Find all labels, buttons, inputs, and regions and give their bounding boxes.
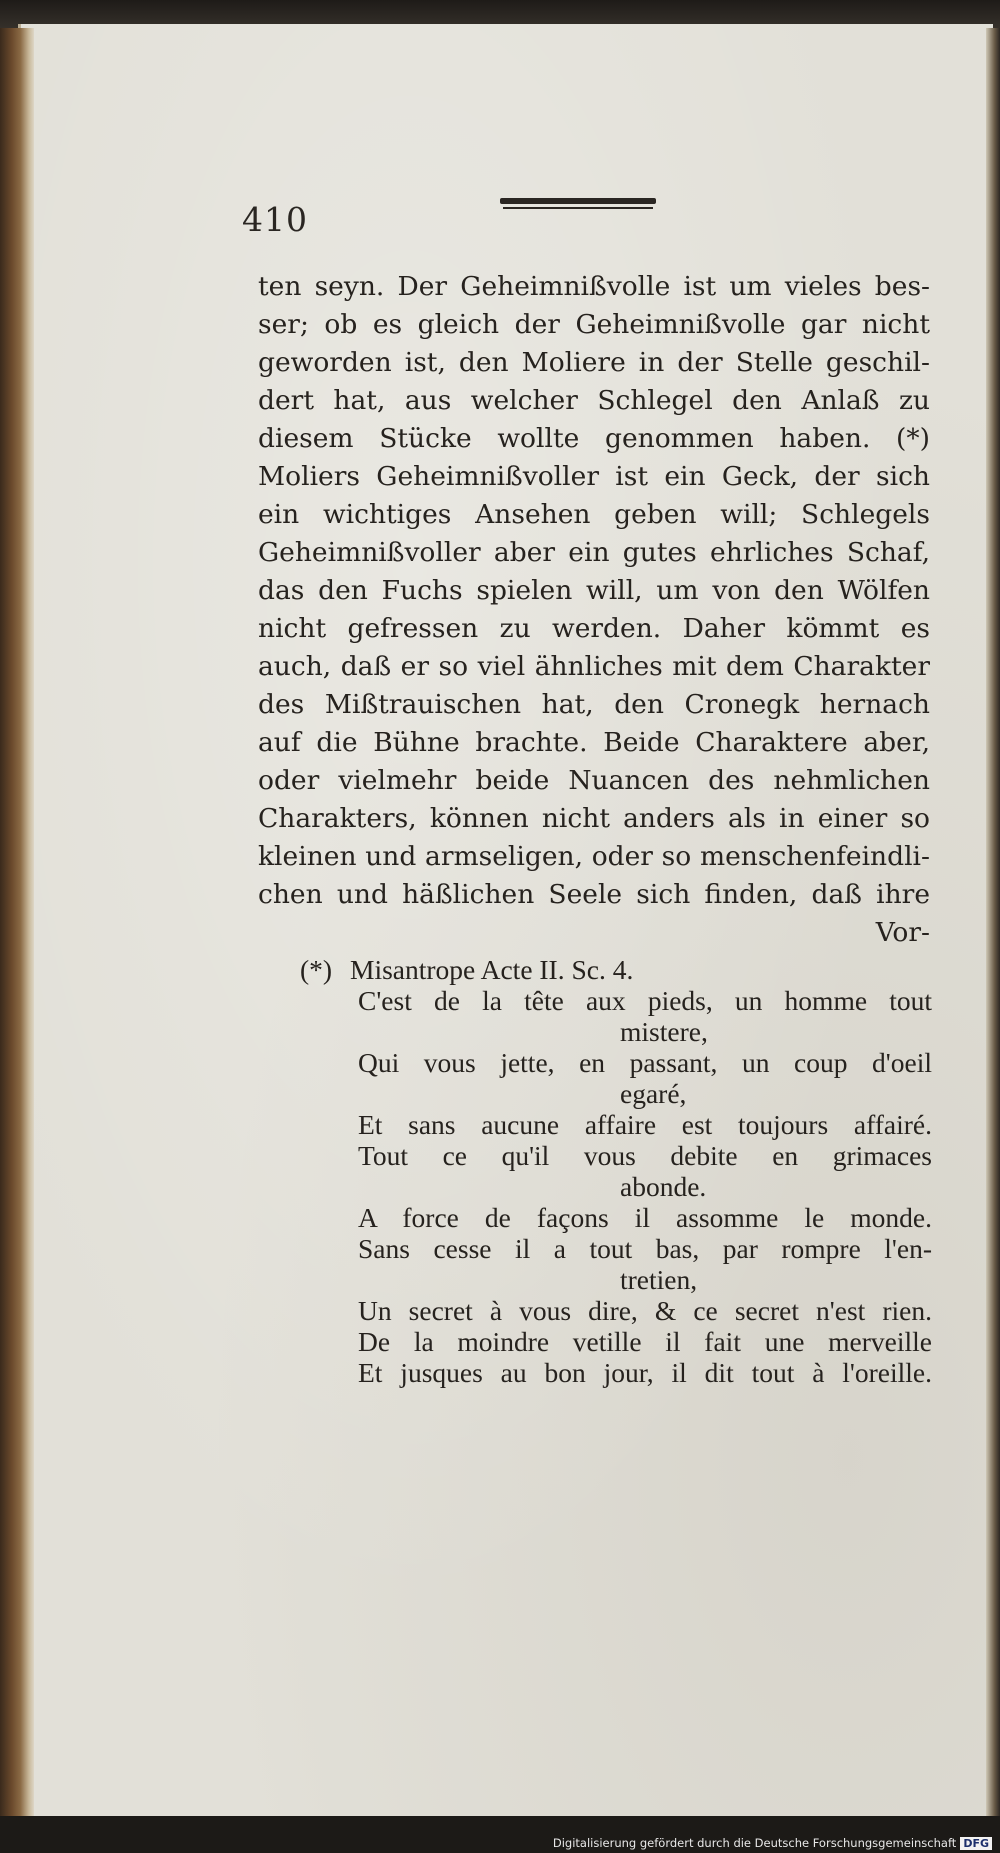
book-spine — [0, 28, 34, 1818]
text-line: Geheimnißvoller aber ein gutes ehrliches Schaf, — [258, 537, 930, 568]
dfg-logo: DFG — [960, 1837, 992, 1850]
text-line: dert hat, aus welcher Schlegel den Anlaß zu — [258, 385, 930, 416]
text-line: diesem Stücke wollte genommen haben. (*) — [258, 423, 930, 454]
verse-continuation: abonde. — [620, 1171, 707, 1202]
text-line: ten seyn. Der Geheimnißvolle ist um vieles bes- — [258, 271, 930, 302]
footnote-source: Misantrope Acte II. Sc. 4. — [350, 954, 634, 985]
verse-line: Sans cesse il a tout bas, par rompre l'en- — [358, 1233, 932, 1264]
page-number: 410 — [242, 200, 308, 239]
verse-line: C'est de la tête aux pieds, un homme tout — [358, 985, 932, 1016]
verse-line: Et sans aucune affaire est toujours affairé. — [358, 1109, 932, 1140]
verse-line: Un secret à vous dire, & ce secret n'est rien. — [358, 1295, 932, 1326]
verse-line: A force de façons il assomme le monde. — [358, 1202, 932, 1233]
text-line: nicht gefressen zu werden. Daher kömmt es — [258, 613, 930, 644]
text-line: oder vielmehr beide Nuancen des nehmlichen — [258, 765, 930, 796]
digitization-credit — [553, 1836, 992, 1850]
text-line: Moliers Geheimnißvoller ist ein Geck, der sich — [258, 461, 930, 492]
text-line: geworden ist, den Moliere in der Stelle geschil- — [258, 347, 930, 378]
text-line: ser; ob es gleich der Geheimnißvolle gar nicht — [258, 309, 930, 340]
text-line: kleinen und armseligen, oder so menschenfeindli- — [258, 841, 930, 872]
verse-line: Tout ce qu'il vous debite en grimaces — [358, 1140, 932, 1171]
credit-text: Digitalisierung gefördert durch die Deutsche Forschungsgemeinschaft — [552, 1836, 957, 1850]
verse-line: Et jusques au bon jour, il dit tout à l'oreille. — [358, 1357, 932, 1388]
text-line: das den Fuchs spielen will, um von den Wölfen — [258, 575, 930, 606]
page-edge — [986, 28, 1000, 1818]
text-line: auf die Bühne brachte. Beide Charaktere aber, — [258, 727, 930, 758]
catchword: Vor- — [875, 917, 930, 948]
footnote-heading — [300, 954, 932, 985]
header-rule — [500, 198, 656, 209]
text-line: chen und häßlichen Seele sich finden, daß ihre — [258, 879, 930, 910]
verse-line: Qui vous jette, en passant, un coup d'oeil — [358, 1047, 932, 1078]
verse-continuation: egaré, — [620, 1078, 687, 1109]
text-line: auch, daß er so viel ähnliches mit dem Charakter — [258, 651, 930, 682]
footnote-marker: (*) — [300, 954, 333, 985]
verse-continuation: mistere, — [620, 1016, 708, 1047]
verse-continuation: tretien, — [620, 1264, 698, 1295]
footnote — [300, 954, 932, 1388]
text-line: ein wichtiges Ansehen geben will; Schlegels — [258, 499, 930, 530]
footnote-verses — [300, 985, 932, 1388]
text-line: Charakters, können nicht anders als in einer so — [258, 803, 930, 834]
verse-line: De la moindre vetille il fait une merveille — [358, 1326, 932, 1357]
main-text-block — [258, 268, 930, 952]
text-line: des Mißtrauischen hat, den Cronegk hernach — [258, 689, 930, 720]
